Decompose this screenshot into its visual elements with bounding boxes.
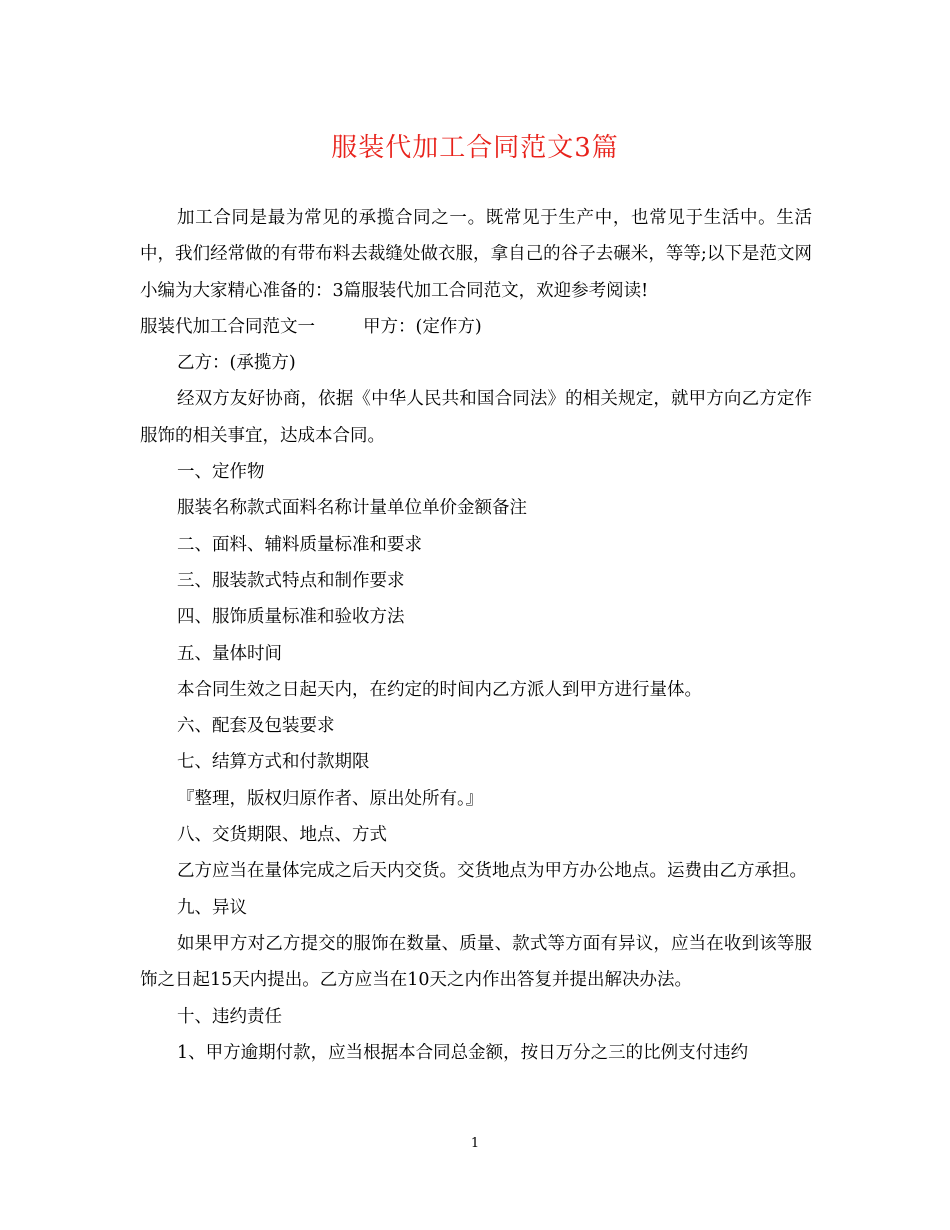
- clause-heading-4: 四、服饰质量标准和验收方法: [177, 607, 405, 628]
- copyright-note: 『整理，版权归原作者、原出处所有。』: [177, 788, 484, 809]
- clause-text-5: 本合同生效之日起天内，在约定的时间内乙方派人到甲方进行量体。: [177, 679, 702, 700]
- clause-text-8: 乙方应当在量体完成之后天内交货。交货地点为甲方办公地点。运费由乙方承担。: [177, 861, 807, 882]
- document-body: [140, 200, 812, 1071]
- clause-heading-1: 一、定作物: [177, 462, 265, 483]
- party-a-label: 甲方：(定作方): [363, 316, 482, 337]
- clause-heading-10: 十、违约责任: [177, 1006, 282, 1027]
- sample-heading: 服装代加工合同范文一: [140, 316, 315, 337]
- party-b-label: 乙方：(承揽方): [177, 353, 296, 374]
- sample-heading-line: [140, 309, 812, 345]
- document-title: 服装代加工合同范文3篇: [331, 133, 619, 163]
- preamble-paragraph: 经双方友好协商，依据《中华人民共和国合同法》的相关规定，就甲方向乙方定作服饰的相关事宜，达成本合同。: [140, 389, 812, 446]
- clause-heading-6: 六、配套及包装要求: [177, 716, 335, 737]
- page-number: 1: [470, 1136, 480, 1151]
- clause-text-10: 1、甲方逾期付款，应当根据本合同总金额，按日万分之三的比例支付违约: [177, 1042, 749, 1063]
- clause-heading-5: 五、量体时间: [177, 643, 282, 664]
- clause-heading-3: 三、服装款式特点和制作要求: [177, 570, 405, 591]
- clause-heading-8: 八、交货期限、地点、方式: [177, 825, 387, 846]
- clause-heading-2: 二、面料、辅料质量标准和要求: [177, 534, 422, 555]
- clause-heading-7: 七、结算方式和付款期限: [177, 752, 370, 773]
- clause-text-9: 如果甲方对乙方提交的服饰在数量、质量、款式等方面有异议，应当在收到该等服饰之日起15天内提出。乙方应当在10天之内作出答复并提出解决办法。: [140, 933, 812, 991]
- clause-heading-9: 九、异议: [177, 897, 247, 918]
- intro-paragraph: 加工合同是最为常见的承揽合同之一。既常见于生产中，也常见于生活中。生活中，我们经常做的有带布料去裁缝处做衣服，拿自己的谷子去碾米，等等;以下是范文网小编为大家精心准备的：3篇服装代加工合同范文，欢迎参考阅读!: [140, 208, 812, 301]
- clause-text-1: 服装名称款式面料名称计量单位单价金额备注: [177, 498, 527, 519]
